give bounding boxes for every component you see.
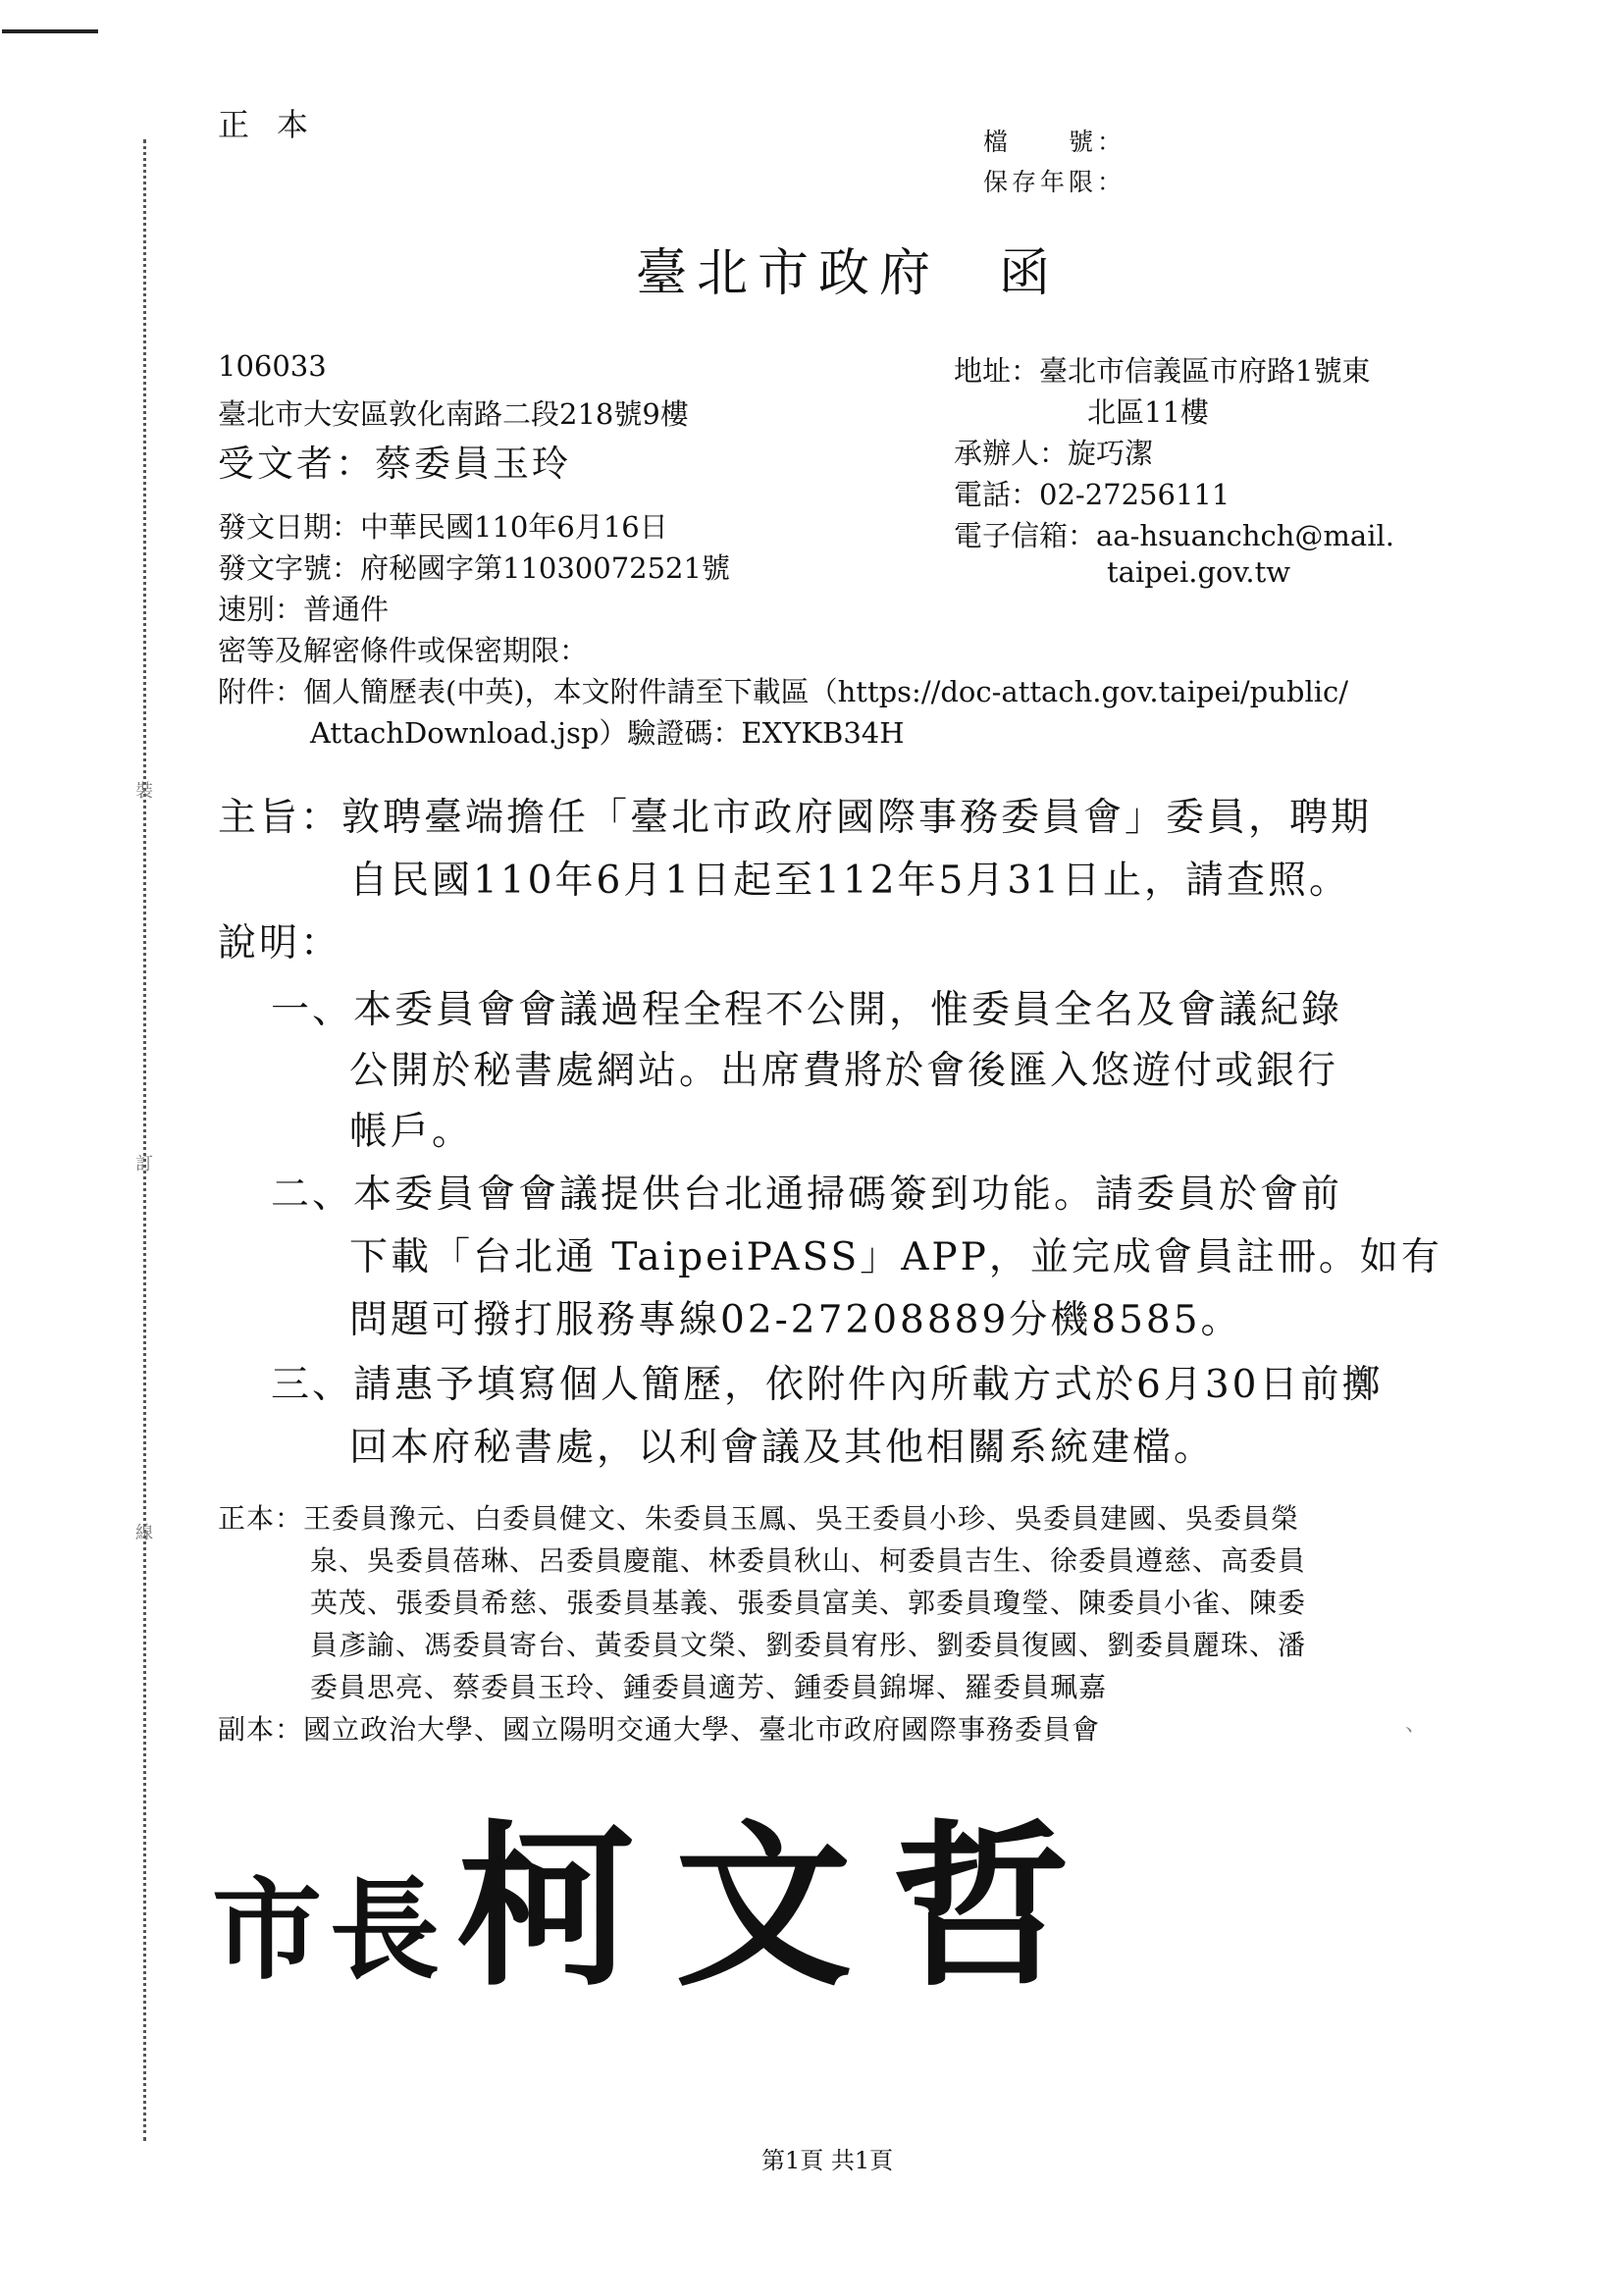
item-one-line-cont: 帳戶。 xyxy=(349,1110,474,1154)
sender-address: 臺北市大安區敦化南路二段218號9樓 xyxy=(218,397,689,431)
original-copy-line-cont: 泉、吳委員蓓琳、呂委員慶龍、林委員秋山、柯委員吉生、徐委員遵慈、高委員 xyxy=(310,1544,1307,1577)
item-two-line-cont: 下載「台北通 TaipeiPASS」APP，並完成會員註冊。如有 xyxy=(349,1235,1442,1279)
binding-mark-zhuang: 裝 xyxy=(135,781,153,802)
item-two-line-cont: 問題可撥打服務專線02-27208889分機8585。 xyxy=(349,1298,1242,1342)
security-level: 密等及解密條件或保密期限： xyxy=(218,634,589,667)
contact-email: 電子信箱：aa-hsuanchch@mail. xyxy=(954,519,1394,552)
sender-postal-code: 106033 xyxy=(218,349,327,383)
retention-label: 保存年限： xyxy=(983,168,1126,196)
issue-number: 發文字號：府秘國字第11030072521號 xyxy=(218,551,730,585)
title-kind: 函 xyxy=(999,244,1061,303)
speed-class: 速別：普通件 xyxy=(218,593,390,626)
carbon-copy: 副本：國立政治大學、國立陽明交通大學、臺北市政府國際事務委員會 xyxy=(218,1713,1101,1746)
contact-address-cont: 北區11樓 xyxy=(1087,395,1209,429)
doc-type-label: 正本 xyxy=(218,106,337,143)
item-one-line: 一、本委員會會議過程全程不公開，惟委員全名及會議紀錄 xyxy=(271,988,1343,1032)
scan-speck: 、 xyxy=(1405,1712,1428,1737)
item-one-line-cont: 公開於秘書處網站。出席費將於會後匯入悠遊付或銀行 xyxy=(349,1049,1339,1093)
mayor-signature xyxy=(212,1766,1111,2019)
attachment-line-cont: AttachDownload.jsp）驗證碼：EXYKB34H xyxy=(310,716,905,750)
original-copy-line-cont: 委員思亮、蔡委員玉玲、鍾委員適芳、鍾委員錦墀、羅委員珮嘉 xyxy=(310,1671,1108,1703)
document-title xyxy=(636,232,1060,305)
binding-mark-xian: 線 xyxy=(135,1523,153,1543)
contact-phone: 電話：02-27256111 xyxy=(954,478,1230,511)
item-three-line: 三、請惠予填寫個人簡歷，依附件內所載方式於6月30日前擲 xyxy=(271,1363,1384,1407)
original-copy-line-cont: 英茂、張委員希慈、張委員基義、張委員富美、郭委員瓊瑩、陳委員小雀、陳委 xyxy=(310,1587,1307,1619)
original-copy-line: 正本：王委員豫元、白委員健文、朱委員玉鳳、吳王委員小珍、吳委員建國、吳委員榮 xyxy=(218,1502,1300,1535)
binding-line xyxy=(143,139,146,2141)
explanation-label: 說明： xyxy=(218,921,342,965)
signature-name: 柯文哲 xyxy=(457,1803,1112,2010)
page-number: 第1頁 共1頁 xyxy=(761,2147,894,2174)
subject-line-cont: 自民國110年6月1日起至112年5月31日止，請查照。 xyxy=(349,859,1350,903)
item-three-line-cont: 回本府秘書處，以利會議及其他相關系統建檔。 xyxy=(349,1426,1216,1470)
item-two-line: 二、本委員會會議提供台北通掃碼簽到功能。請委員於會前 xyxy=(271,1173,1343,1217)
recipient: 受文者：蔡委員玉玲 xyxy=(218,443,571,485)
binding-mark-ding: 訂 xyxy=(135,1154,153,1174)
file-number-label: 檔 號： xyxy=(983,128,1126,156)
contact-handler: 承辦人：旋巧潔 xyxy=(954,437,1154,470)
original-copy-line-cont: 員彥諭、馮委員寄台、黃委員文榮、劉委員宥彤、劉委員復國、劉委員麗珠、潘 xyxy=(310,1629,1307,1661)
issue-date: 發文日期：中華民國110年6月16日 xyxy=(218,510,668,544)
contact-email-cont: taipei.gov.tw xyxy=(1107,555,1291,589)
attachment-line: 附件：個人簡歷表(中英)，本文附件請至下載區（https://doc-attach.gov.taipei/public/ xyxy=(218,675,1349,708)
title-org: 臺北市政府 xyxy=(636,244,941,303)
signature-title: 市長 xyxy=(212,1866,447,1995)
contact-address: 地址：臺北市信義區市府路1號東 xyxy=(954,354,1371,388)
scan-mark xyxy=(2,29,98,33)
subject-line: 主旨：敦聘臺端擔任「臺北市政府國際事務委員會」委員，聘期 xyxy=(218,796,1373,840)
